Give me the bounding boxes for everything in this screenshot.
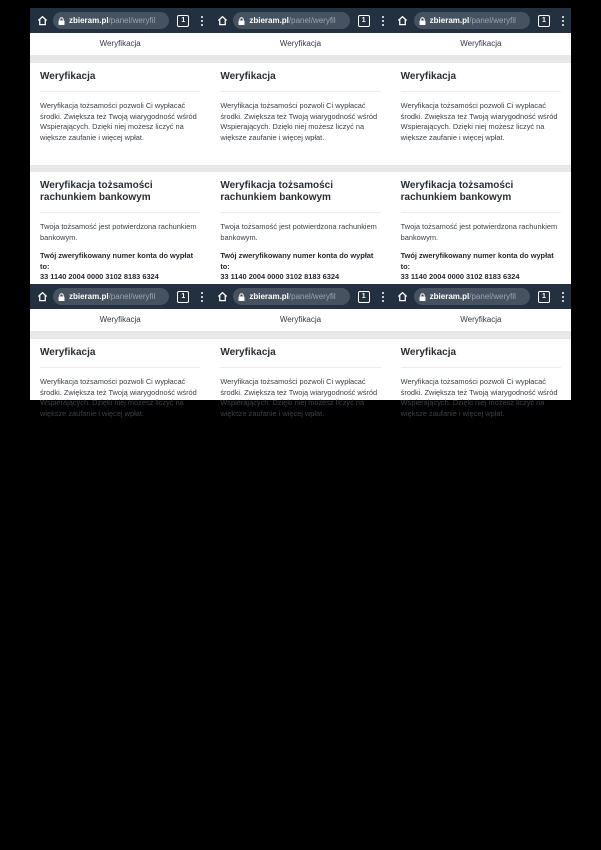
page-header-title: Weryfikacja	[30, 33, 210, 56]
menu-icon[interactable]	[198, 15, 206, 27]
tab-count-icon[interactable]: 1	[358, 291, 370, 303]
url-path: /panel/weryfil	[288, 292, 336, 301]
url-domain: zbieram.pl	[429, 292, 470, 301]
section-separator	[391, 165, 571, 172]
browser-toolbar	[30, 8, 210, 33]
bank-verification-text: Twoja tożsamość jest potwierdzona rachunkiem bankowym.	[220, 222, 377, 242]
section-separator	[391, 332, 571, 339]
card-divider	[401, 212, 561, 213]
home-icon[interactable]	[397, 15, 409, 27]
section-separator	[391, 56, 571, 63]
lock-icon	[238, 17, 245, 25]
page-header-title: Weryfikacja	[210, 33, 390, 56]
card-divider	[401, 91, 561, 92]
url-path: /panel/weryfil	[108, 16, 156, 25]
page-header-title: Weryfikacja	[391, 309, 571, 332]
url-path: /panel/weryfil	[108, 292, 156, 301]
url-domain: zbieram.pl	[249, 16, 289, 25]
bank-verification-card	[30, 172, 210, 283]
verification-title: Weryfikacja	[400, 71, 457, 82]
url-path: /panel/weryfil	[469, 292, 516, 301]
collage-row-top	[30, 8, 571, 284]
browser-toolbar	[30, 284, 210, 309]
card-divider	[220, 367, 380, 368]
section-separator	[210, 56, 390, 63]
page-header-title: Weryfikacja	[210, 309, 390, 332]
section-separator	[30, 332, 210, 339]
url-text	[430, 12, 516, 29]
home-icon[interactable]	[36, 291, 48, 303]
home-icon[interactable]	[397, 291, 409, 303]
tab-count-icon[interactable]: 1	[538, 15, 550, 27]
card-divider	[40, 367, 200, 368]
section-separator	[210, 165, 390, 172]
bank-verification-title: Weryfikacja tożsamości rachunkiem bankowym	[220, 180, 333, 203]
address-bar[interactable]	[233, 12, 349, 29]
section-separator	[210, 332, 390, 339]
account-label: Twój zweryfikowany numer konta do wypłat to:	[40, 251, 194, 271]
url-domain: zbieram.pl	[69, 16, 109, 25]
home-icon[interactable]	[36, 15, 48, 27]
page-header-title: Weryfikacja	[391, 33, 571, 56]
url-text	[69, 12, 155, 29]
card-divider	[40, 91, 200, 92]
address-bar[interactable]	[53, 12, 169, 29]
verification-title: Weryfikacja	[40, 71, 96, 82]
lock-icon	[238, 293, 245, 301]
phone-screenshot-6	[391, 284, 571, 418]
address-bar[interactable]	[233, 288, 349, 305]
url-path: /panel/weryfil	[469, 16, 516, 25]
phone-screenshot-4	[30, 284, 210, 418]
home-icon[interactable]	[216, 291, 228, 303]
card-divider	[220, 212, 380, 213]
screenshot-collage	[30, 8, 571, 418]
url-domain: zbieram.pl	[249, 292, 289, 301]
tab-count-icon[interactable]: 1	[538, 291, 550, 303]
phone-screenshot-1	[30, 8, 210, 284]
bank-verification-title: Weryfikacja tożsamości rachunkiem bankowym	[400, 180, 514, 203]
url-text	[249, 288, 335, 305]
bank-verification-card	[210, 172, 390, 283]
verification-card	[210, 339, 390, 441]
menu-icon[interactable]	[379, 291, 387, 303]
url-path: /panel/weryfil	[288, 16, 336, 25]
browser-toolbar	[210, 8, 390, 33]
url-domain: zbieram.pl	[429, 16, 470, 25]
section-separator	[30, 165, 210, 172]
verification-title: Weryfikacja	[220, 71, 276, 82]
section-separator	[30, 56, 210, 63]
url-domain: zbieram.pl	[69, 292, 109, 301]
verification-title: Weryfikacja	[400, 347, 457, 358]
verification-description: Weryfikacja tożsamości pozwoli Ci wypłacać środki. Zwiększa też Twoją wiarygodność wśród Wspierających. Dzięki niej możesz liczyć na większe zaufanie i więcej wpłat.	[40, 377, 197, 418]
bank-verification-title: Weryfikacja tożsamości rachunkiem bankowym	[40, 180, 153, 203]
verification-card	[391, 339, 571, 441]
verification-card	[391, 63, 571, 165]
page-header-title: Weryfikacja	[30, 309, 210, 332]
url-text	[69, 288, 155, 305]
account-number: 33 1140 2004 0000 3102 8183 6324	[220, 272, 340, 281]
phone-screenshot-2	[210, 8, 390, 284]
tab-count-icon[interactable]: 1	[358, 15, 370, 27]
account-number: 33 1140 2004 0000 3102 8183 6324	[40, 272, 159, 281]
verification-card	[30, 63, 210, 165]
address-bar[interactable]	[414, 12, 530, 29]
account-label: Twój zweryfikowany numer konta do wypłat to:	[400, 251, 554, 271]
browser-toolbar	[391, 284, 571, 309]
verification-title: Weryfikacja	[220, 347, 276, 358]
lock-icon	[58, 293, 65, 301]
lock-icon	[419, 293, 426, 301]
lock-icon	[58, 17, 65, 25]
tab-count-icon[interactable]: 1	[177, 15, 189, 27]
verification-description: Weryfikacja tożsamości pozwoli Ci wypłacać środki. Zwiększa też Twoją wiarygodność wśród Wspierających. Dzięki niej możesz liczyć na większe zaufanie i więcej wpłat.	[40, 101, 197, 142]
phone-screenshot-3	[391, 8, 571, 284]
tab-count-icon[interactable]: 1	[177, 291, 189, 303]
account-number: 33 1140 2004 0000 3102 8183 6324	[400, 272, 520, 281]
verification-description: Weryfikacja tożsamości pozwoli Ci wypłacać środki. Zwiększa też Twoją wiarygodność wśród Wspierających. Dzięki niej możesz liczyć na większe zaufanie i więcej wpłat.	[220, 101, 378, 142]
collage-row-bottom	[30, 284, 571, 418]
browser-toolbar	[391, 8, 571, 33]
menu-icon[interactable]	[559, 15, 567, 27]
bank-verification-text: Twoja tożsamość jest potwierdzona rachunkiem bankowym.	[400, 222, 558, 242]
home-icon[interactable]	[216, 15, 228, 27]
menu-icon[interactable]	[379, 15, 387, 27]
verification-card	[210, 63, 390, 165]
card-divider	[220, 91, 380, 92]
lock-icon	[419, 17, 426, 25]
phone-screenshot-5	[210, 284, 390, 418]
bank-verification-text: Twoja tożsamość jest potwierdzona rachunkiem bankowym.	[40, 222, 197, 242]
browser-toolbar	[210, 284, 390, 309]
address-bar[interactable]	[414, 288, 530, 305]
url-text	[249, 12, 335, 29]
verification-title: Weryfikacja	[40, 347, 96, 358]
bank-verification-card	[391, 172, 571, 283]
verification-card	[30, 339, 210, 441]
menu-icon[interactable]	[198, 291, 206, 303]
card-divider	[40, 212, 200, 213]
verification-description: Weryfikacja tożsamości pozwoli Ci wypłacać środki. Zwiększa też Twoją wiarygodność wśród Wspierających. Dzięki niej możesz liczyć na większe zaufanie i więcej wpłat.	[220, 377, 378, 418]
verification-description: Weryfikacja tożsamości pozwoli Ci wypłacać środki. Zwiększa też Twoją wiarygodność wśród Wspierających. Dzięki niej możesz liczyć na większe zaufanie i więcej wpłat.	[400, 377, 558, 418]
menu-icon[interactable]	[559, 291, 567, 303]
address-bar[interactable]	[53, 288, 169, 305]
url-text	[430, 288, 516, 305]
account-label: Twój zweryfikowany numer konta do wypłat to:	[220, 251, 374, 271]
card-divider	[401, 367, 561, 368]
verification-description: Weryfikacja tożsamości pozwoli Ci wypłacać środki. Zwiększa też Twoją wiarygodność wśród Wspierających. Dzięki niej możesz liczyć na większe zaufanie i więcej wpłat.	[400, 101, 558, 142]
